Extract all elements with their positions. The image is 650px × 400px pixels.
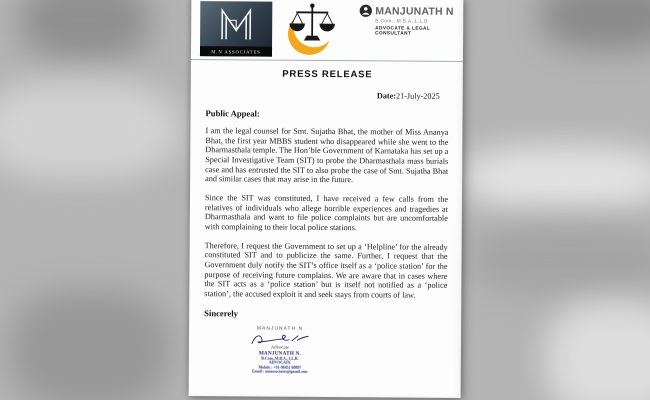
- paragraph-3: Therefore, I request the Government to set up a ‘Helpline’ for the already constituted SIT and to publicize the same. Further, I request that the Government duly notify the SIT’s office itself as a ‘police station’ for the purpose of receiving future complains. We are aware that in cases where the SIT acts as a ‘police station’ but is itself not notified as a ‘police station’, the accused exploit it and seek stays from courts of law.: [204, 240, 448, 300]
- letterhead: [191, 0, 463, 62]
- press-release-document: [189, 0, 464, 398]
- firm-logo: [200, 1, 272, 57]
- person-icon: [359, 4, 372, 17]
- advocate-title: ADVOCATE & LEGAL CONSULTANT: [375, 25, 431, 36]
- signature-block: [230, 326, 330, 375]
- background-blur-blob: [460, 145, 650, 210]
- signature-typed-name: MANJUNATH N: [256, 326, 304, 332]
- public-appeal-heading: Public Appeal:: [205, 108, 260, 119]
- firm-name: M.N ASSOCIATES: [211, 48, 261, 55]
- paragraph-2: Since the SIT was constituted, I have received a few calls from the relatives of individuals who allege horrible experiences and tragedies at Dharmasthala and want to file police complaints but are uncomfortable with complaining to their local police stations.: [204, 193, 449, 233]
- paragraph-1: I am the legal counsel for Smt. Sujatha Bhat, the mother of Miss Ananya Bhat, the first year MBBS student who disappeared while she went to the Dharmasthala temple. The Hon’ble Government of Karnataka has set up a Special Investigative Team (SIT) to probe the Dharmasthala mass burials case and has entrusted the SIT to also probe the case of Smt. Sujatha Bhat and similar cases that may arise in the future.: [205, 126, 449, 185]
- closing-sincerely: Sincerely: [204, 307, 238, 318]
- date-label: Date:: [376, 91, 397, 101]
- date-value: 21-July-2025: [396, 91, 440, 101]
- stamp-qualifications: B.Com.,M.B.A., LL.B.: [261, 356, 299, 361]
- stamp-title: ADVOCATE: [268, 360, 291, 365]
- background-blur-blob: [545, 300, 650, 400]
- background-blur-blob: [20, 0, 150, 60]
- background-blur-blob: [0, 80, 180, 180]
- letter-body: [189, 60, 463, 376]
- background-blur-blob: [10, 290, 170, 400]
- advocate-qualifications: B.Com., M.B.A, L.L.B: [375, 18, 428, 25]
- press-release-title: PRESS RELEASE: [282, 68, 373, 81]
- advocate-stamp: [230, 350, 330, 375]
- background-blur-blob: [540, 0, 650, 50]
- firm-name-strip: [200, 46, 272, 57]
- stamp-mobile: Mobile : +91-98451 68897: [258, 365, 302, 370]
- scales-of-justice-icon: [283, 0, 341, 60]
- advocate-name: MANJUNATH N: [375, 4, 454, 18]
- stamp-email: Email : mnassociates@gmail.com: [251, 369, 308, 375]
- monogram-m-icon: [200, 3, 272, 46]
- advocate-header: [359, 4, 459, 36]
- signature-role: Advocate: [270, 345, 290, 351]
- background-blur-blob: [470, 225, 650, 295]
- date-line: [206, 90, 449, 101]
- stamp-name: MANJUNATH N.: [258, 350, 301, 357]
